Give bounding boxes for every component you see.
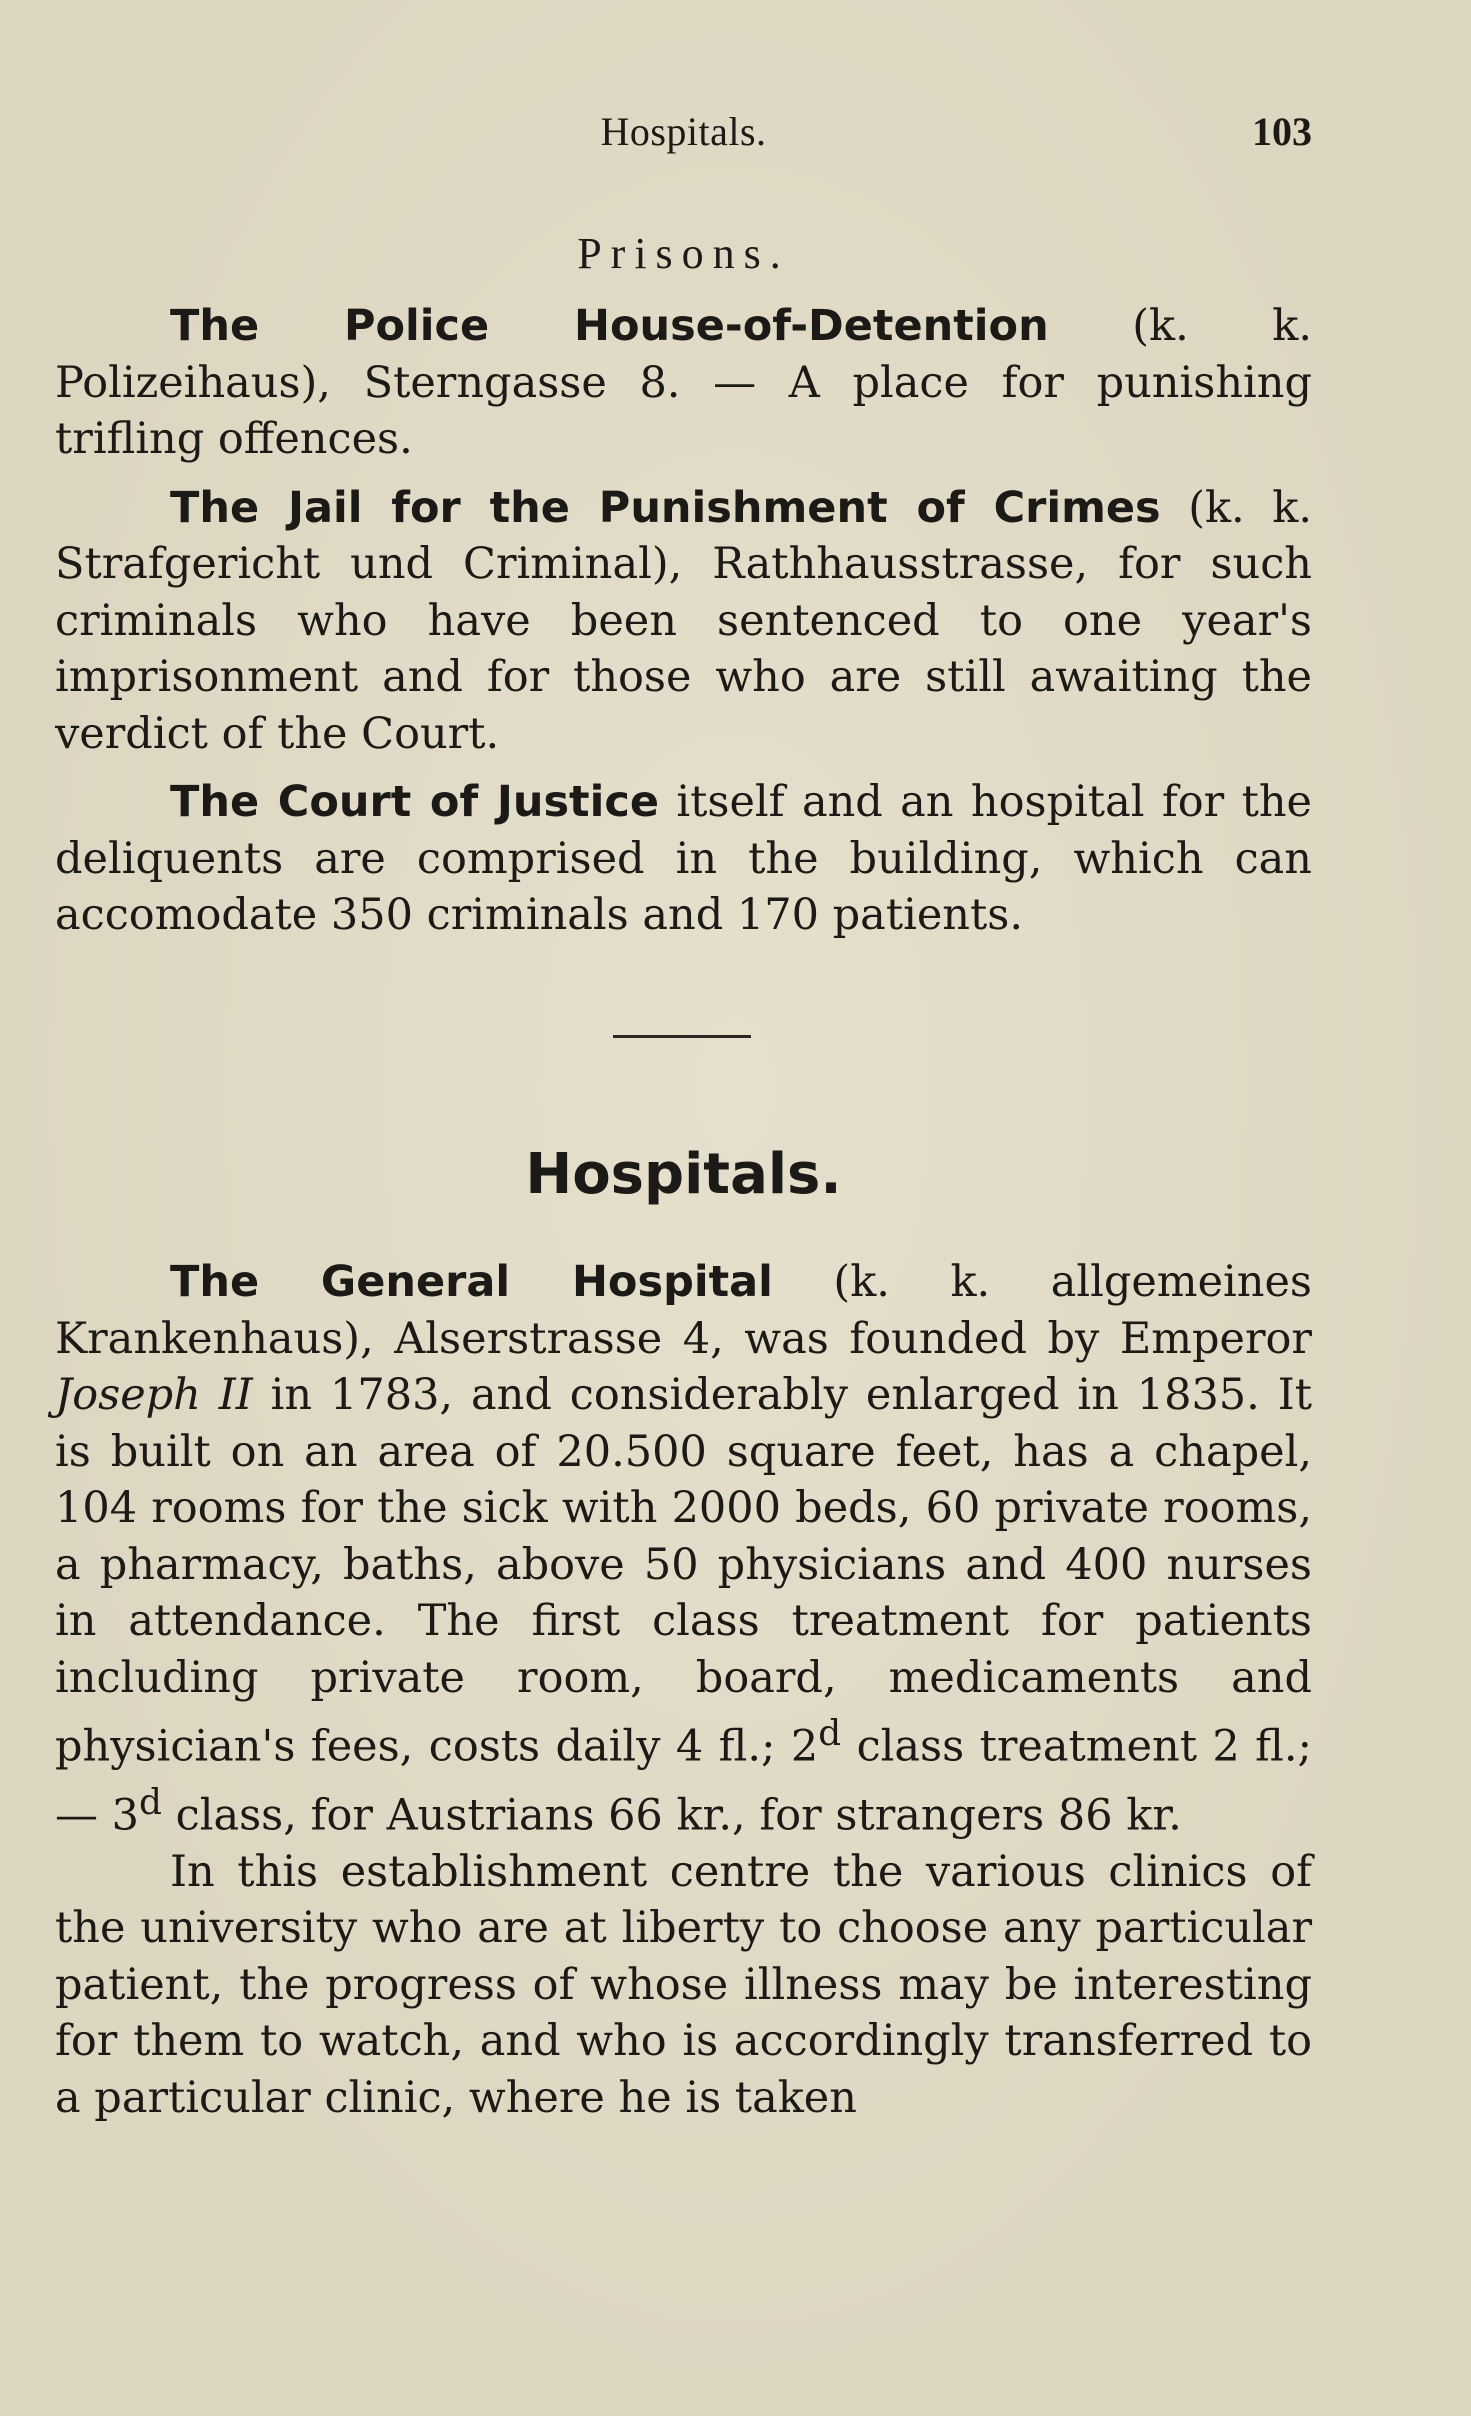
paragraph-jail [55, 480, 1312, 763]
paragraph-text: class, for Austrians 66 kr., for strangers 86 kr. [161, 1790, 1182, 1841]
paragraph-text: (k. k. Strafgericht und Criminal), Rathhausstrasse, for such criminals who have been sentenced to one year's imprisonment and for those who are still awaiting the verdict of the Court. [55, 482, 1312, 759]
hospitals-section [55, 1254, 1312, 2126]
paragraph-lead: The Police House-of-Detention [170, 301, 1049, 351]
paragraph-police-house [55, 298, 1312, 468]
running-title: Hospitals. [600, 109, 767, 154]
paragraph-general-hospital [55, 1254, 1312, 1844]
emperor-name: Joseph II [55, 1370, 253, 1420]
section-heading-prisons: Prisons. [577, 229, 790, 278]
paragraph-court [55, 774, 1312, 944]
page-number: 103 [1252, 109, 1312, 154]
superscript: d [139, 1781, 162, 1823]
prisons-section [55, 298, 1312, 944]
superscript: d [818, 1713, 842, 1754]
paragraph-clinics: In this establishment centre the various clinics of the university who are at liberty to choose any particular patient, the progress of whose illness may be interesting for them to watch, and who is accordingly transferred to a particular clinic, where he is taken [55, 1846, 1312, 2123]
paragraph-text: itself and an hospital for the deliquents are comprised in the building, which can accomodate 350 criminals and 170 patients. [55, 777, 1312, 940]
paragraph-text: (k. k. Polizeihaus), Sterngasse 8. — A place for punishing trifling offences. [55, 301, 1312, 464]
paragraph-text: in 1783, and considerably enlarged in 1835. It is built on an area of 20.500 square feet, has a chapel, 104 rooms for the sick with 2000 beds, 60 private rooms, a pharmacy, baths, above 50 physicians and 400 nurses in attendance. The first class treatment for patients including private room, board, medicaments and physician's fees, costs daily 4 fl.; 2 [55, 1370, 1313, 1772]
running-head [55, 108, 1312, 168]
paragraph-text: class treatment 2 fl.; — 3 [55, 1721, 1312, 1841]
section-divider [613, 1035, 751, 1038]
section-heading-hospitals: Hospitals. [525, 1142, 842, 1207]
paragraph-lead: The General Hospital [170, 1257, 773, 1307]
paragraph-lead: The Jail for the Punishment of Crimes [170, 482, 1161, 533]
paragraph-lead: The Court of Justice [170, 777, 659, 827]
paragraph-text: (k. k. allgemeines Krankenhaus), Alserstrasse 4, was founded by Emperor [55, 1257, 1312, 1364]
